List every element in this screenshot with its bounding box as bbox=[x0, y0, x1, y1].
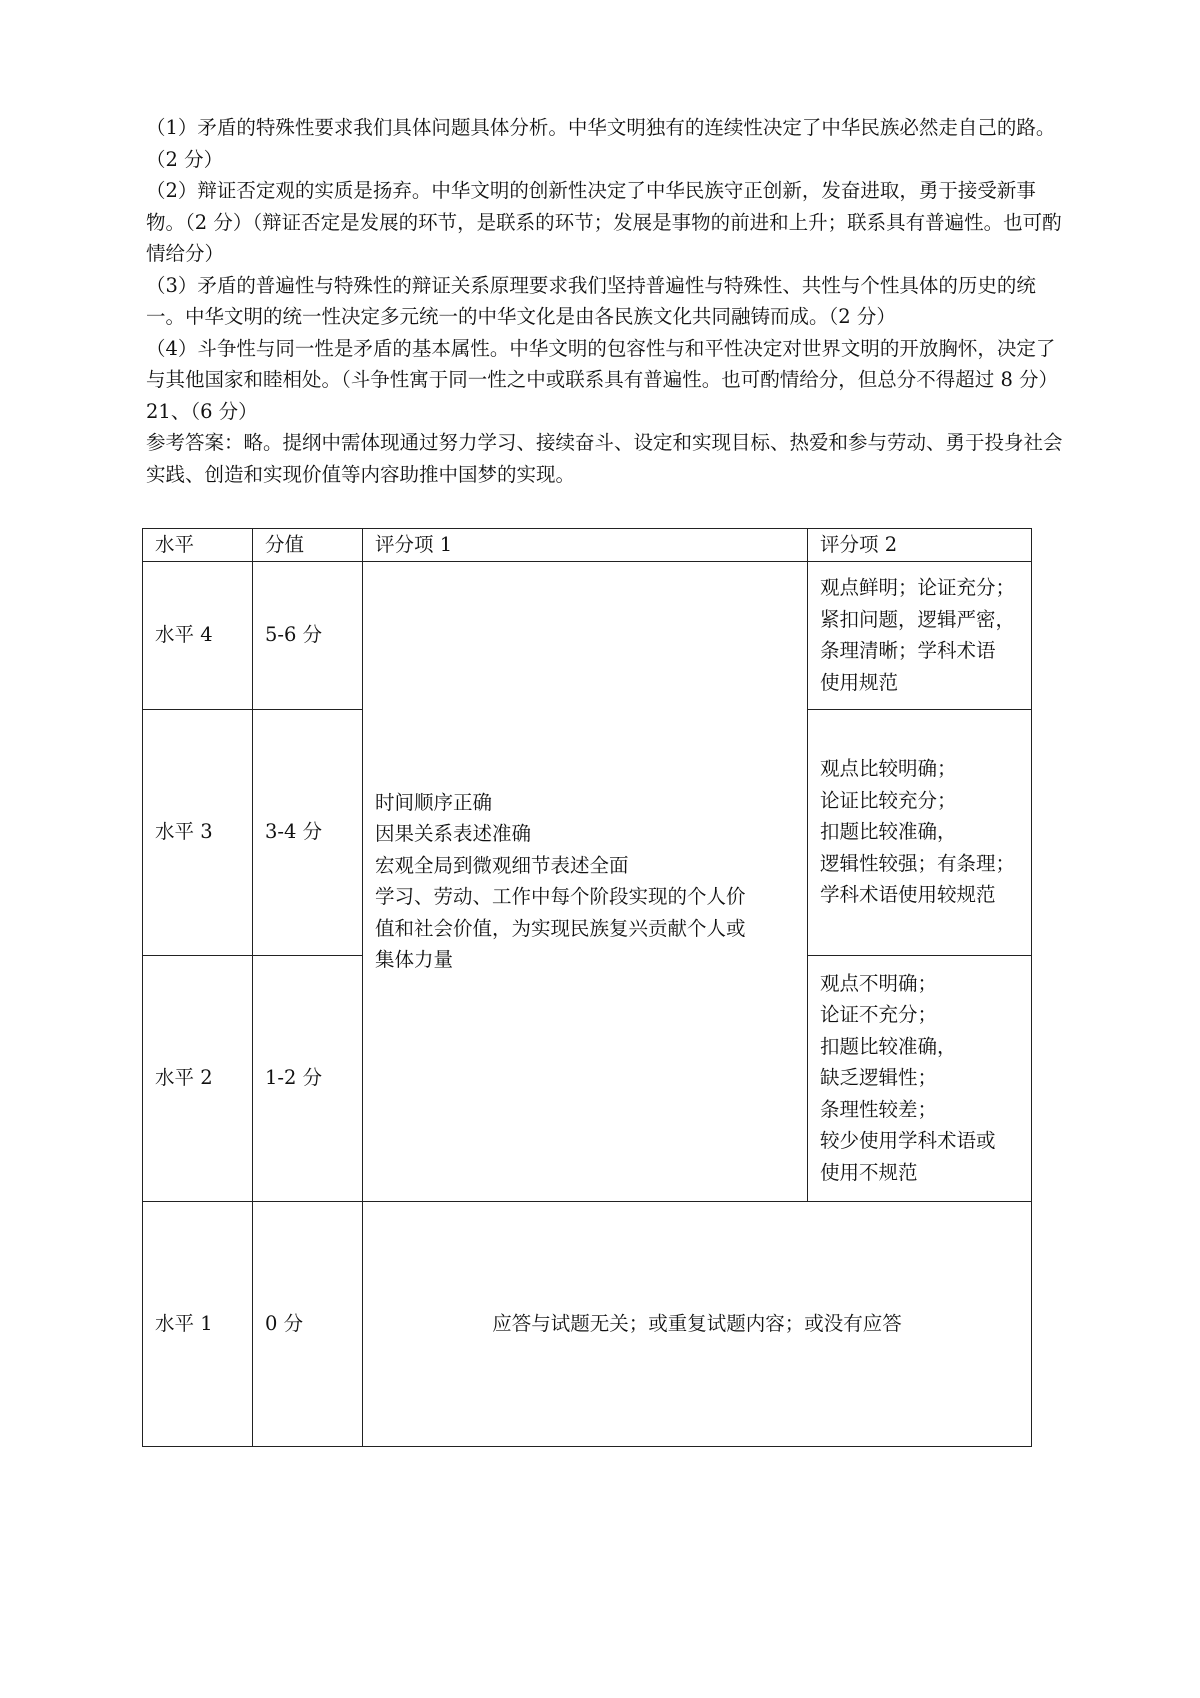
level-1-description-cell: 应答与试题无关；或重复试题内容；或没有应答 bbox=[363, 1201, 1032, 1446]
score-cell: 5-6 分 bbox=[253, 561, 363, 709]
level-cell: 水平 2 bbox=[143, 955, 253, 1201]
table-row bbox=[143, 1201, 1032, 1446]
header-level: 水平 bbox=[143, 529, 253, 562]
criterion-2-line: 论证比较充分； bbox=[820, 788, 957, 812]
criterion-2-line: 使用规范 bbox=[820, 670, 899, 694]
criterion-2-line: 扣题比较准确， bbox=[820, 1034, 957, 1058]
criterion-2-line: 观点比较明确； bbox=[820, 757, 957, 781]
criterion-1-line: 集体力量 bbox=[375, 948, 454, 971]
header-criterion-2: 评分项 2 bbox=[808, 529, 1032, 562]
criterion-1-line: 时间顺序正确 bbox=[375, 790, 493, 814]
answer-text-block bbox=[146, 112, 1066, 490]
criterion-1-shared-cell bbox=[363, 561, 808, 1201]
answer-paragraph-2: （2）辩证否定观的实质是扬弃。中华文明的创新性决定了中华民族守正创新，发奋进取，勇于接受新事物。（2 分）（辩证否定是发展的环节，是联系的环节；发展是事物的前进和上升；联系具有普遍性。也可酌情给分） bbox=[146, 179, 1062, 265]
criterion-2-line: 较少使用学科术语或 bbox=[820, 1129, 996, 1153]
score-cell: 0 分 bbox=[253, 1201, 363, 1446]
criterion-2-line: 条理清晰；学科术语 bbox=[820, 639, 996, 662]
criterion-2-line: 学科术语使用较规范 bbox=[820, 883, 996, 907]
scoring-rubric-table bbox=[142, 528, 1032, 1447]
level-cell: 水平 4 bbox=[143, 561, 253, 709]
header-criterion-1: 评分项 1 bbox=[363, 529, 808, 562]
criterion-2-cell bbox=[808, 561, 1032, 709]
criterion-2-line: 逻辑性较强；有条理； bbox=[820, 851, 1016, 875]
criterion-2-line: 扣题比较准确， bbox=[820, 820, 957, 844]
level-cell: 水平 3 bbox=[143, 709, 253, 955]
criterion-2-line: 紧扣问题，逻辑严密， bbox=[820, 607, 1016, 631]
score-cell: 1-2 分 bbox=[253, 955, 363, 1201]
criterion-2-line: 观点不明确； bbox=[820, 971, 938, 995]
table-header-row bbox=[143, 529, 1032, 562]
criterion-2-cell bbox=[808, 955, 1032, 1201]
criterion-2-line: 观点鲜明；论证充分； bbox=[820, 576, 1016, 599]
criterion-2-cell bbox=[808, 709, 1032, 955]
answer-paragraph-1: （1）矛盾的特殊性要求我们具体问题具体分析。中华文明独有的连续性决定了中华民族必然走自己的路。（2 分） bbox=[146, 116, 1056, 171]
header-score: 分值 bbox=[253, 529, 363, 562]
criterion-2-line: 使用不规范 bbox=[820, 1160, 918, 1184]
criterion-2-line: 论证不充分； bbox=[820, 1003, 938, 1027]
criterion-1-line: 因果关系表述准确 bbox=[375, 822, 532, 845]
score-cell: 3-4 分 bbox=[253, 709, 363, 955]
question-21-reference-answer: 参考答案：略。提纲中需体现通过努力学习、接续奋斗、设定和实现目标、热爱和参与劳动、勇于投身社会实践、创造和实现价值等内容助推中国梦的实现。 bbox=[146, 431, 1063, 486]
answer-paragraph-4: （4）斗争性与同一性是矛盾的基本属性。中华文明的包容性与和平性决定对世界文明的开放胸怀，决定了与其他国家和睦相处。（斗争性寓于同一性之中或联系具有普遍性。也可酌情给分，但总分不得超过 8 分） bbox=[146, 336, 1059, 391]
criterion-2-line: 缺乏逻辑性； bbox=[820, 1066, 938, 1090]
answer-paragraph-3: （3）矛盾的普遍性与特殊性的辩证关系原理要求我们坚持普遍性与特殊性、共性与个性具体的历史的统一。中华文明的统一性决定多元统一的中华文化是由各民族文化共同融铸而成。（2 分） bbox=[146, 273, 1036, 328]
criterion-1-line: 宏观全局到微观细节表述全面 bbox=[375, 853, 629, 877]
level-cell: 水平 1 bbox=[143, 1201, 253, 1446]
table-row bbox=[143, 561, 1032, 709]
question-21-heading: 21、（6 分） bbox=[146, 399, 258, 423]
criterion-1-line: 学习、劳动、工作中每个阶段实现的个人价 bbox=[375, 885, 746, 908]
criterion-1-line: 值和社会价值，为实现民族复兴贡献个人或 bbox=[375, 916, 746, 940]
criterion-2-line: 条理性较差； bbox=[820, 1097, 938, 1121]
